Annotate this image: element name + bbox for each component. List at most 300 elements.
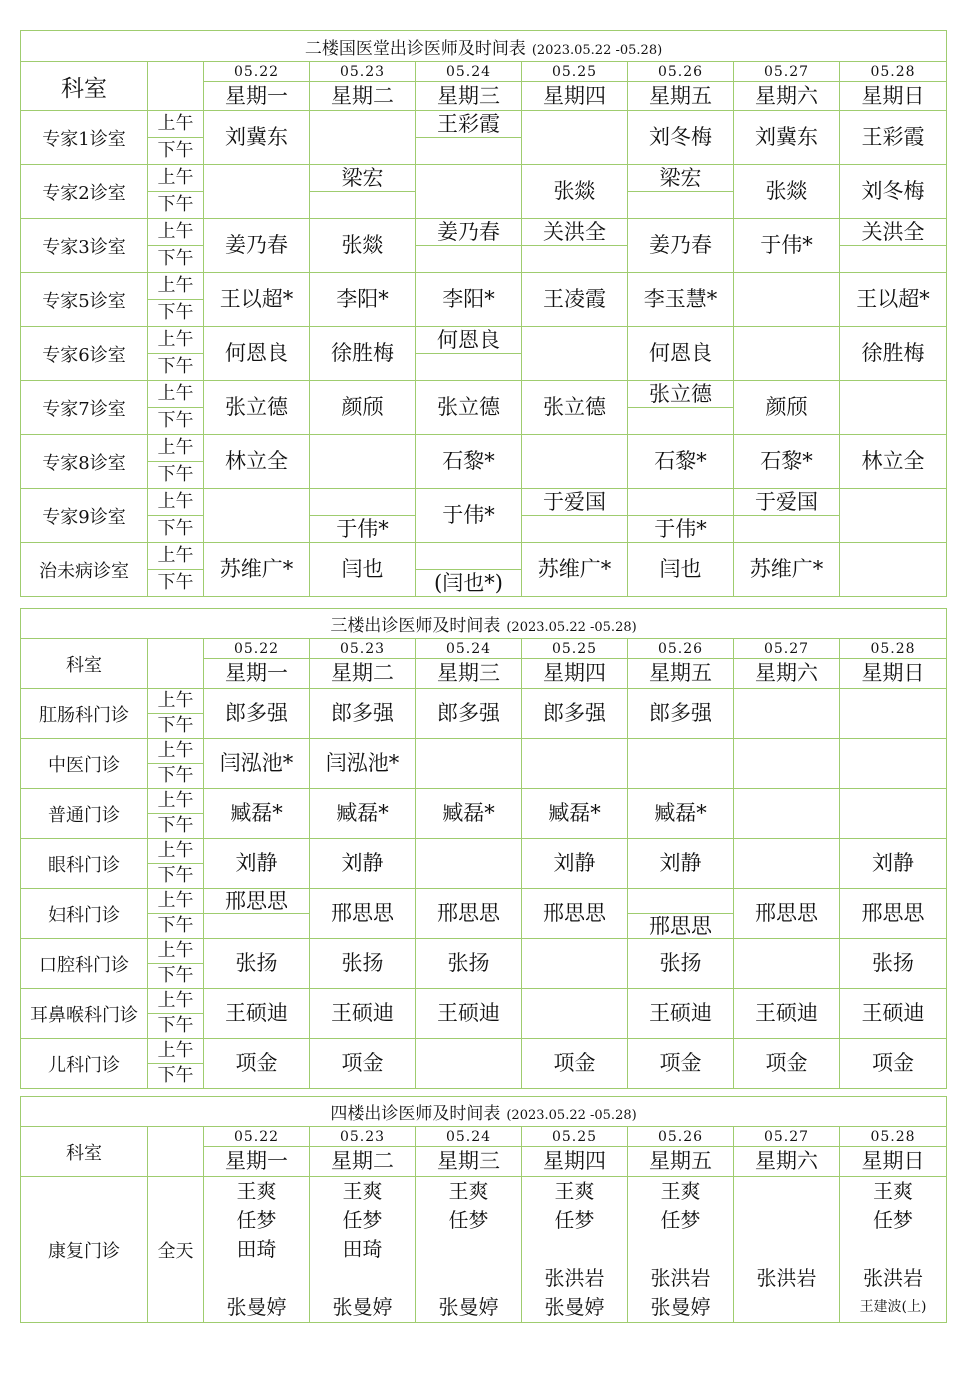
doctor-cell: 项金 [628, 1039, 734, 1089]
dept-name: 专家3诊室 [21, 219, 148, 273]
doctor-cell: 臧磊* [628, 789, 734, 839]
doctor-name: 任梦 [660, 1208, 701, 1232]
dept-row [21, 381, 947, 408]
doctor-cell [416, 839, 522, 889]
floor3-schedule-table [20, 608, 947, 1089]
am-label: 上午 [148, 219, 204, 246]
doctor-cell: 张燚 [522, 165, 628, 219]
date-cell: 05.25 [522, 62, 628, 82]
doctor-name [734, 1177, 839, 1206]
doctor-cell-am: 关洪全 [840, 219, 947, 246]
dept-row [21, 989, 947, 1014]
doctor-cell: 张燚 [734, 165, 840, 219]
doctor-cell: 郎多强 [310, 689, 416, 739]
doctor-cell [840, 489, 947, 543]
date-cell: 05.24 [416, 639, 522, 659]
dept-name: 普通门诊 [21, 789, 148, 839]
doctor-cell [734, 273, 840, 327]
am-label: 上午 [148, 939, 204, 964]
doctor-name: 张曼婷 [544, 1295, 605, 1319]
pm-label: 下午 [148, 462, 204, 489]
doctor-cell: 刘静 [310, 839, 416, 889]
pm-label: 下午 [148, 408, 204, 435]
doctor-name [628, 1235, 733, 1264]
doctor-cell: 王硕迪 [628, 989, 734, 1039]
doctor-cell: 王凌霞 [522, 273, 628, 327]
doctor-cell-pm [416, 138, 522, 165]
doctor-cell: 闫也 [310, 543, 416, 597]
weekday-cell: 星期三 [416, 1147, 522, 1177]
doctor-name [416, 1235, 521, 1264]
am-label: 上午 [148, 989, 204, 1014]
blank-header [148, 62, 204, 111]
doctor-cell: 臧磊* [204, 789, 310, 839]
table-title [21, 31, 947, 62]
doctor-cell: 闫也 [628, 543, 734, 597]
pm-label: 下午 [148, 354, 204, 381]
weekday-cell: 星期一 [204, 1147, 310, 1177]
doctor-cell [522, 327, 628, 381]
doctor-cell-am: 张立德 [628, 381, 734, 408]
dept-row [21, 219, 947, 246]
doctor-cell: 项金 [734, 1039, 840, 1089]
doctor-name: 王爽 [236, 1179, 277, 1203]
doctor-cell [734, 839, 840, 889]
doctor-cell: 何恩良 [628, 327, 734, 381]
weekday-cell: 星期六 [734, 82, 840, 111]
dept-row [21, 939, 947, 964]
doctor-cell [522, 739, 628, 789]
pm-label: 下午 [148, 192, 204, 219]
weekday-cell: 星期四 [522, 659, 628, 689]
pm-label: 下午 [148, 300, 204, 327]
floor4-schedule-table [20, 1096, 947, 1323]
doctor-cell [522, 435, 628, 489]
doctor-name: 任梦 [236, 1208, 277, 1232]
am-label: 上午 [148, 381, 204, 408]
dept-header: 科室 [21, 62, 148, 111]
doctor-cell: 王彩霞 [840, 111, 947, 165]
doctor-cell [840, 1177, 947, 1323]
date-cell: 05.22 [204, 62, 310, 82]
doctor-name [734, 1235, 839, 1264]
dept-name: 专家8诊室 [21, 435, 148, 489]
doctor-cell-am [628, 489, 734, 516]
doctor-name [734, 1293, 839, 1322]
doctor-cell: 项金 [204, 1039, 310, 1089]
doctor-name [840, 1235, 946, 1264]
doctor-cell [310, 1177, 416, 1323]
doctor-cell-am: 于爱国 [522, 489, 628, 516]
doctor-cell [416, 1177, 522, 1323]
doctor-cell: 邢思思 [840, 889, 947, 939]
doctor-cell: 王以超* [204, 273, 310, 327]
table-title-text: 四楼出诊医师及时间表 [330, 1104, 501, 1124]
doctor-name: 王爽 [448, 1179, 489, 1203]
doctor-cell: 臧磊* [310, 789, 416, 839]
date-cell: 05.22 [204, 1127, 310, 1147]
doctor-name: 任梦 [554, 1208, 595, 1232]
doctor-name: 张曼婷 [332, 1295, 393, 1319]
doctor-name: 王建波(上) [859, 1299, 927, 1315]
doctor-cell [628, 1177, 734, 1323]
table-date-range: (2023.05.22 -05.28) [531, 42, 663, 58]
am-label: 上午 [148, 165, 204, 192]
doctor-cell-pm [734, 516, 840, 543]
doctor-name: 任梦 [873, 1208, 914, 1232]
dept-row [21, 839, 947, 864]
am-label: 上午 [148, 111, 204, 138]
pm-label: 下午 [148, 864, 204, 889]
dept-name: 儿科门诊 [21, 1039, 148, 1089]
weekday-cell: 星期二 [310, 1147, 416, 1177]
doctor-cell: 李阳* [416, 273, 522, 327]
weekday-cell: 星期三 [416, 82, 522, 111]
date-cell: 05.28 [840, 62, 947, 82]
doctor-cell [522, 989, 628, 1039]
doctor-cell [416, 1039, 522, 1089]
doctor-cell [628, 739, 734, 789]
doctor-cell: 李玉慧* [628, 273, 734, 327]
doctor-cell-pm [840, 246, 947, 273]
doctor-cell-am: 姜乃春 [416, 219, 522, 246]
doctor-cell-am: 何恩良 [416, 327, 522, 354]
doctor-cell: 何恩良 [204, 327, 310, 381]
doctor-cell: 郎多强 [416, 689, 522, 739]
doctor-cell: 邢思思 [734, 889, 840, 939]
doctor-cell: 张扬 [204, 939, 310, 989]
doctor-name: 田琦 [342, 1237, 383, 1261]
doctor-cell: 石黎* [416, 435, 522, 489]
doctor-name: 张洪岩 [650, 1266, 711, 1290]
doctor-cell-am: 王彩霞 [416, 111, 522, 138]
doctor-name: 王爽 [342, 1179, 383, 1203]
dept-row [21, 889, 947, 914]
doctor-cell: 邢思思 [416, 889, 522, 939]
doctor-cell [204, 489, 310, 543]
dept-row [21, 273, 947, 300]
weekday-cell: 星期四 [522, 82, 628, 111]
weekday-cell: 星期六 [734, 659, 840, 689]
doctor-cell-pm [204, 914, 310, 939]
pm-label: 下午 [148, 570, 204, 597]
am-label: 上午 [148, 435, 204, 462]
title-row [21, 31, 947, 62]
dept-row [21, 435, 947, 462]
doctor-name [310, 1264, 415, 1293]
doctor-cell: 项金 [522, 1039, 628, 1089]
pm-label: 下午 [148, 814, 204, 839]
doctor-name: 王爽 [873, 1179, 914, 1203]
doctor-name: 张曼婷 [226, 1295, 287, 1319]
doctor-cell-pm [310, 192, 416, 219]
doctor-cell: 石黎* [628, 435, 734, 489]
date-cell: 05.25 [522, 1127, 628, 1147]
doctor-cell: 于伟* [734, 219, 840, 273]
doctor-cell: 刘冀东 [204, 111, 310, 165]
doctor-cell-am: 梁宏 [310, 165, 416, 192]
am-label: 上午 [148, 889, 204, 914]
date-cell: 05.23 [310, 1127, 416, 1147]
dept-name: 中医门诊 [21, 739, 148, 789]
doctor-cell-pm [628, 408, 734, 435]
weekday-cell: 星期二 [310, 82, 416, 111]
doctor-cell: 张扬 [416, 939, 522, 989]
pm-label: 下午 [148, 138, 204, 165]
doctor-cell [734, 1177, 840, 1323]
dept-name: 耳鼻喉科门诊 [21, 989, 148, 1039]
date-row [21, 1127, 947, 1147]
blank-header [148, 1127, 204, 1177]
doctor-cell-pm [416, 246, 522, 273]
weekday-cell: 星期五 [628, 82, 734, 111]
pm-label: 下午 [148, 714, 204, 739]
doctor-name: 王爽 [554, 1179, 595, 1203]
am-label: 上午 [148, 543, 204, 570]
doctor-cell: 刘冬梅 [840, 165, 947, 219]
doctor-cell-pm: 邢思思 [628, 914, 734, 939]
doctor-cell: 张扬 [310, 939, 416, 989]
doctor-cell: 王硕迪 [310, 989, 416, 1039]
am-label: 上午 [148, 273, 204, 300]
dept-header: 科室 [21, 639, 148, 689]
doctor-cell-am [310, 489, 416, 516]
doctor-name: 张曼婷 [650, 1295, 711, 1319]
pm-label: 下午 [148, 1064, 204, 1089]
doctor-cell-pm [628, 192, 734, 219]
doctor-cell: 苏维广* [734, 543, 840, 597]
doctor-cell [840, 689, 947, 739]
table-title [21, 609, 947, 639]
doctor-cell: 闫泓池* [310, 739, 416, 789]
doctor-cell: 林立全 [204, 435, 310, 489]
title-row [21, 609, 947, 639]
doctor-cell [734, 739, 840, 789]
doctor-cell: 臧磊* [416, 789, 522, 839]
doctor-name: 张洪岩 [756, 1266, 817, 1290]
doctor-cell [734, 789, 840, 839]
doctor-cell: 姜乃春 [628, 219, 734, 273]
title-row [21, 1097, 947, 1127]
doctor-cell: 王硕迪 [840, 989, 947, 1039]
doctor-name [204, 1264, 309, 1293]
dept-name: 专家6诊室 [21, 327, 148, 381]
doctor-cell: 于伟* [416, 489, 522, 543]
doctor-cell [310, 111, 416, 165]
pm-label: 下午 [148, 1014, 204, 1039]
dept-row [21, 111, 947, 138]
doctor-cell [522, 1177, 628, 1323]
dept-row [21, 789, 947, 814]
doctor-cell: 王硕迪 [204, 989, 310, 1039]
dept-name: 专家7诊室 [21, 381, 148, 435]
pm-label: 下午 [148, 964, 204, 989]
doctor-name: 田琦 [236, 1237, 277, 1261]
am-label: 上午 [148, 789, 204, 814]
doctor-cell-pm: (闫也*) [416, 570, 522, 597]
dept-name: 专家1诊室 [21, 111, 148, 165]
doctor-cell: 姜乃春 [204, 219, 310, 273]
am-label: 上午 [148, 739, 204, 764]
doctor-cell: 张燚 [310, 219, 416, 273]
doctor-cell: 李阳* [310, 273, 416, 327]
weekday-cell: 星期日 [840, 82, 947, 111]
doctor-cell-am: 关洪全 [522, 219, 628, 246]
date-cell: 05.26 [628, 639, 734, 659]
doctor-cell [734, 939, 840, 989]
date-cell: 05.22 [204, 639, 310, 659]
doctor-cell-am: 于爱国 [734, 489, 840, 516]
pm-label: 下午 [148, 914, 204, 939]
doctor-name [734, 1206, 839, 1235]
am-label: 上午 [148, 1039, 204, 1064]
doctor-name: 任梦 [342, 1208, 383, 1232]
dept-row [21, 1177, 947, 1323]
doctor-cell [522, 939, 628, 989]
doctor-cell: 徐胜梅 [840, 327, 947, 381]
doctor-cell: 张立德 [522, 381, 628, 435]
floor2-schedule-table [20, 30, 947, 597]
dept-row [21, 739, 947, 764]
doctor-cell: 郎多强 [522, 689, 628, 739]
doctor-cell: 王硕迪 [734, 989, 840, 1039]
doctor-name: 王爽 [660, 1179, 701, 1203]
doctor-cell: 张立德 [204, 381, 310, 435]
dept-row [21, 489, 947, 516]
weekday-cell: 星期四 [522, 1147, 628, 1177]
doctor-cell: 郎多强 [204, 689, 310, 739]
doctor-name [522, 1235, 627, 1264]
dept-row [21, 543, 947, 570]
date-cell: 05.23 [310, 62, 416, 82]
date-row [21, 639, 947, 659]
dept-name: 肛肠科门诊 [21, 689, 148, 739]
dept-name: 专家2诊室 [21, 165, 148, 219]
date-cell: 05.28 [840, 639, 947, 659]
dept-name: 口腔科门诊 [21, 939, 148, 989]
am-label: 上午 [148, 839, 204, 864]
am-label: 上午 [148, 689, 204, 714]
doctor-cell: 颜颀 [310, 381, 416, 435]
doctor-cell [840, 543, 947, 597]
pm-label: 下午 [148, 246, 204, 273]
doctor-cell [734, 327, 840, 381]
am-label: 上午 [148, 489, 204, 516]
doctor-cell: 邢思思 [310, 889, 416, 939]
doctor-cell: 张扬 [628, 939, 734, 989]
doctor-cell-am: 邢思思 [204, 889, 310, 914]
weekday-cell: 星期五 [628, 659, 734, 689]
table-date-range: (2023.05.22 -05.28) [506, 1108, 637, 1123]
doctor-cell: 刘冀东 [734, 111, 840, 165]
doctor-cell: 颜颀 [734, 381, 840, 435]
doctor-cell: 苏维广* [204, 543, 310, 597]
weekday-cell: 星期一 [204, 659, 310, 689]
doctor-cell [522, 111, 628, 165]
doctor-cell: 徐胜梅 [310, 327, 416, 381]
pm-label: 下午 [148, 516, 204, 543]
doctor-name: 张曼婷 [438, 1295, 499, 1319]
dept-name: 治未病诊室 [21, 543, 148, 597]
doctor-cell [840, 739, 947, 789]
dept-name: 康复门诊 [21, 1177, 148, 1323]
table-date-range: (2023.05.22 -05.28) [506, 620, 637, 635]
weekday-cell: 星期二 [310, 659, 416, 689]
date-cell: 05.23 [310, 639, 416, 659]
date-cell: 05.27 [734, 639, 840, 659]
date-cell: 05.25 [522, 639, 628, 659]
weekday-cell: 星期日 [840, 1147, 947, 1177]
doctor-cell [416, 739, 522, 789]
weekday-cell: 星期一 [204, 82, 310, 111]
doctor-name: 张洪岩 [544, 1266, 605, 1290]
dept-name: 专家5诊室 [21, 273, 148, 327]
doctor-cell: 刘静 [522, 839, 628, 889]
doctor-cell-pm [522, 246, 628, 273]
doctor-cell [840, 789, 947, 839]
doctor-cell: 项金 [310, 1039, 416, 1089]
dept-row [21, 165, 947, 192]
table-title-text: 三楼出诊医师及时间表 [330, 616, 501, 636]
doctor-cell [734, 689, 840, 739]
doctor-cell: 王硕迪 [416, 989, 522, 1039]
doctor-cell-am [416, 543, 522, 570]
doctor-cell-am [628, 889, 734, 914]
weekday-cell: 星期六 [734, 1147, 840, 1177]
dept-header: 科室 [21, 1127, 148, 1177]
dept-name: 眼科门诊 [21, 839, 148, 889]
dept-row [21, 1039, 947, 1064]
dept-row [21, 327, 947, 354]
doctor-name [416, 1264, 521, 1293]
doctor-cell: 林立全 [840, 435, 947, 489]
doctor-cell-pm: 于伟* [310, 516, 416, 543]
doctor-cell: 刘静 [204, 839, 310, 889]
pm-label: 下午 [148, 764, 204, 789]
am-label: 上午 [148, 327, 204, 354]
date-cell: 05.28 [840, 1127, 947, 1147]
date-cell: 05.27 [734, 62, 840, 82]
doctor-cell: 张立德 [416, 381, 522, 435]
doctor-cell: 苏维广* [522, 543, 628, 597]
doctor-cell [204, 165, 310, 219]
doctor-cell-pm [416, 354, 522, 381]
doctor-cell-am: 梁宏 [628, 165, 734, 192]
date-cell: 05.24 [416, 1127, 522, 1147]
doctor-cell: 刘冬梅 [628, 111, 734, 165]
doctor-cell: 刘静 [840, 839, 947, 889]
dept-name: 妇科门诊 [21, 889, 148, 939]
doctor-cell: 项金 [840, 1039, 947, 1089]
blank-header [148, 639, 204, 689]
allday-label: 全天 [148, 1177, 204, 1323]
table-title [21, 1097, 947, 1127]
doctor-cell: 臧磊* [522, 789, 628, 839]
doctor-cell [204, 1177, 310, 1323]
doctor-name: 张洪岩 [863, 1266, 924, 1290]
doctor-cell: 郎多强 [628, 689, 734, 739]
dept-name: 专家9诊室 [21, 489, 148, 543]
doctor-cell-pm: 于伟* [628, 516, 734, 543]
doctor-cell [310, 435, 416, 489]
date-cell: 05.26 [628, 1127, 734, 1147]
doctor-name: 任梦 [448, 1208, 489, 1232]
table-title-text: 二楼国医堂出诊医师及时间表 [304, 38, 526, 59]
date-cell: 05.27 [734, 1127, 840, 1147]
doctor-cell [416, 165, 522, 219]
date-cell: 05.24 [416, 62, 522, 82]
doctor-cell: 石黎* [734, 435, 840, 489]
